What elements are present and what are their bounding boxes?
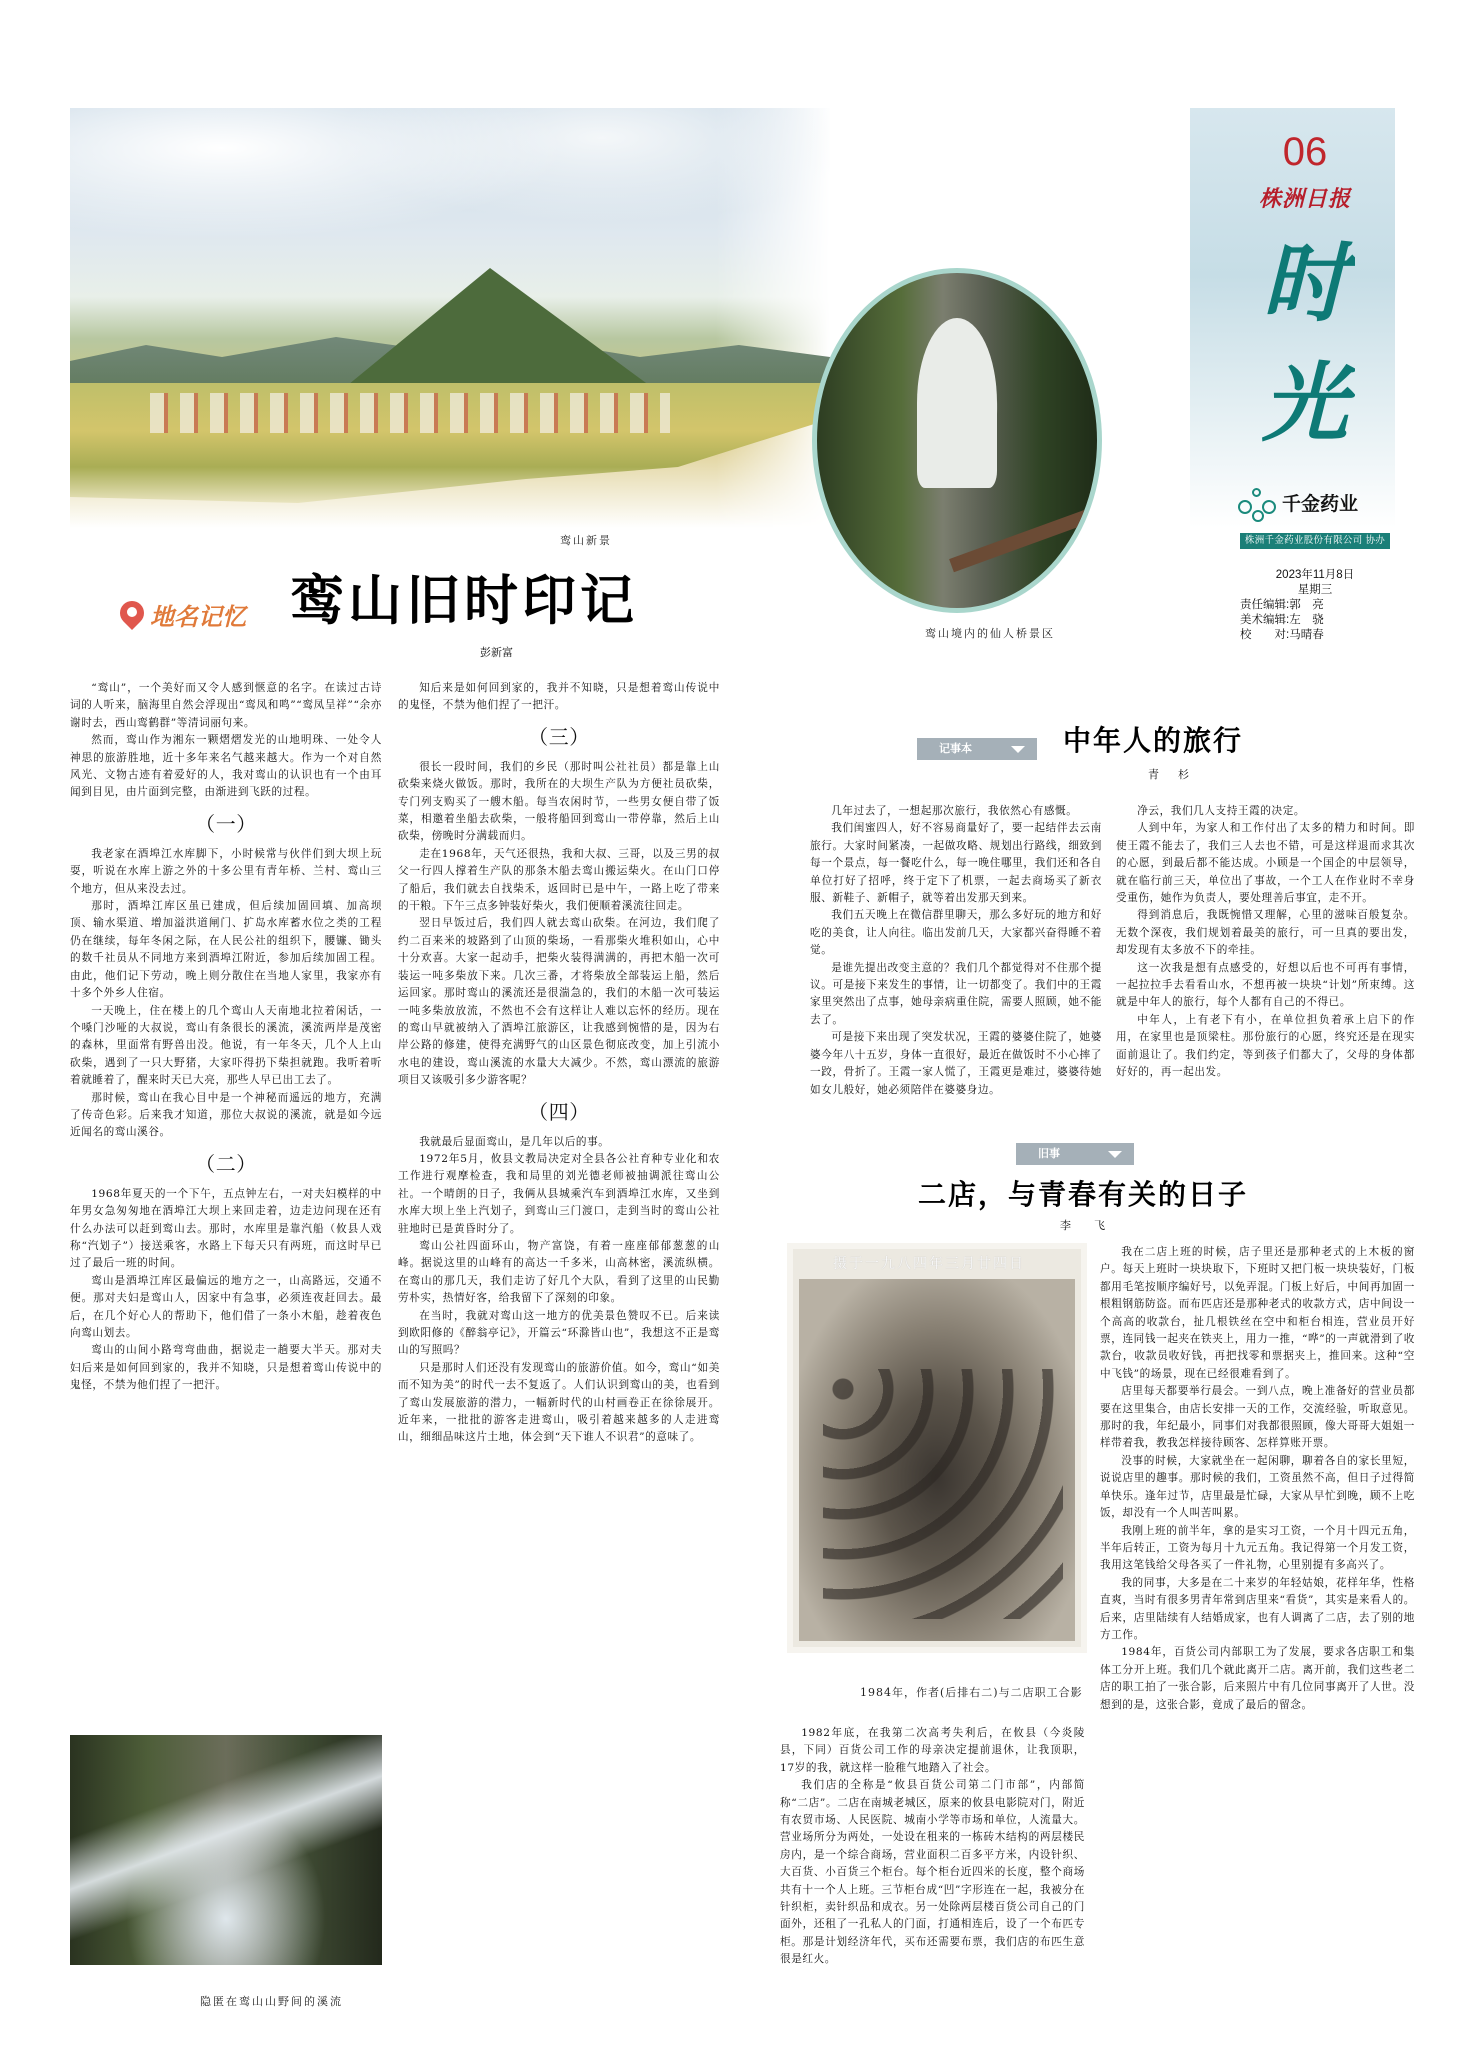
issue-meta (1240, 568, 1390, 643)
paragraph: 我刚上班的前半年，拿的是实习工资，一个月十四元五角，半年后转正，工资为每月十九元五角。我记得第一个月发工资，我用这笔钱给父母各买了一件礼物，心里别提有多高兴了。 (1100, 1524, 1415, 1572)
paragraph: 知后来是如何回到家的，我并不知晓，只是想着鸾山传说中的鬼怪，不禁为他们捏了一把汗。 (398, 682, 720, 712)
paragraph: 没事的时候，大家就坐在一起闲聊，聊着各自的家长里短，说说店里的趣事。那时候的我们，工资虽然不高，但日子过得简单快乐。逢年过节，店里最是忙碌，大家从早忙到晚，顾不上吃饭，却没有一个人叫苦叫累。 (1100, 1454, 1415, 1520)
sponsor-logo-icon (1238, 488, 1276, 522)
article2-column-2 (1116, 803, 1415, 1116)
stream-waterfall-photo (70, 1735, 382, 1965)
map-pin-icon (120, 601, 144, 633)
paragraph: 我就最后显面鸾山，是几年以后的事。 (419, 1135, 610, 1148)
paragraph: 鸾山公社四面环山，物产富饶，有着一座座郁郁葱葱的山峰。据说这里的山峰有的高达一千多米，山高林密，溪流纵横。在鸾山的那几天，我们走访了好几个大队，看到了这里的山民勤劳朴实，热情好客，给我留下了深刻的印象。 (398, 1239, 720, 1305)
rock-arch (917, 318, 997, 488)
section-heading: （三） (528, 724, 590, 749)
waterfall-photo-caption: 隐匿在鸾山山野间的溪流 (200, 1995, 343, 2008)
paragraph: 我老家在酒埠江水库脚下，小时候常与伙伴们到大坝上玩耍，听说在水库上游之外的十多公里有青年桥、兰村、鸾山三个地方，但从来没去过。 (70, 847, 382, 895)
paragraph: 在当时，我就对鸾山这一地方的优美景色赞叹不已。后来读到欧阳修的《醉翁亭记》，开篇云“环滁皆山也”，我想这不正是鸾山的写照吗？ (398, 1309, 720, 1357)
column-tag-label: 旧事 (1038, 1148, 1060, 1160)
paragraph: 那时，酒埠江库区虽已建成，但后续加固回填、加高坝顶、输水渠道、增加溢洪道闸门、扩岛水库蓄水位之类的工程仍在继续，每年冬闲之际，在人民公社的组织下，腰镰、锄头的数千社员从不同地方来到酒埠江附近，参加后续加固工程。由此，他们记下劳动，晚上则分散住在当地人家里，我家亦有十多个外乡人住宿。 (70, 900, 382, 1000)
paragraph: 净云，我们几人支持王霞的决定。 (1137, 805, 1306, 817)
section-title-text: 时光 (1262, 233, 1348, 454)
section-heading: （二） (195, 1151, 257, 1176)
article1-column-1 (70, 680, 382, 1724)
hero-photo-caption: 鸾山新景 (560, 534, 612, 547)
article2-author: 青 杉 (1148, 768, 1193, 781)
article1-column-2 (398, 680, 720, 1968)
paragraph: 1982年底，在我第二次高考失利后，在攸县（今炎陵县，下同）百货公司工作的母亲决定提前退休，让我顶职，17岁的我，就这样一脸稚气地踏入了社会。 (780, 1727, 1085, 1774)
paragraph: 店里每天都要举行晨会。一到八点，晚上准备好的营业员都要在这里集合，由店长安排一天的工作，交流经验，听取意见。那时的我，年纪最小，同事们对我都很照顾，像大哥哥大姐姐一样带着我，教我怎样接待顾客、怎样算账开票。 (1100, 1385, 1415, 1450)
photo-inscription: 摄于一九八四年三月廿四日 (833, 1256, 1025, 1272)
group-of-people (823, 1369, 1063, 1619)
section-title-calligraphy (1255, 224, 1355, 474)
column-tag-notebook (917, 738, 1037, 760)
fairy-bridge-photo (812, 268, 1102, 613)
paragraph: 1968年夏天的一个下午，五点钟左右，一对夫妇模样的中年男女急匆匆地在酒埠江大坝上来回走着，边走边问现在还有什么办法可以赶到鸾山去。那时，水库里是靠汽船（攸县人戏称“汽划子”）接送乘客，水路上下每天只有两班，而这时早已过了最后一班的时间。 (70, 1187, 382, 1270)
paragraph: 走在1968年，天气还很热，我和大叔、三哥，以及三男的叔父一行四人撑着生产队的那条木船去鸾山搬运柴火。在山门口停了船后，我们就去自找柴禾，返回时已是中午，一路上吃了带来的干粮。下午三点多钟装好柴火，我们便顺着溪流往回走。 (398, 847, 720, 913)
paragraph: 我在二店上班的时候，店子里还是那种老式的上木板的窗户。每天上班时一块块取下，下班时又把门板一块块装好，门板都用毛笔按顺序编好号，以免弄混。门板上好后，中间再加固一根粗钢筋防盗。而布匹店还是那种老式的收款方式，店中间设一个高高的收款台，扯几根铁丝在空中和柜台相连，营业员开好票，连同钱一起夹在铁夹上，用力一推，“哗”的一声就滑到了收款台，收款员收好钱，再把找零和票据夹上，推回来。这种“空中飞钱”的场景，现在已经很难看到了。 (1100, 1246, 1415, 1380)
paragraph: 几年过去了，一想起那次旅行，我依然心有感慨。 (831, 805, 1078, 817)
section-heading: （一） (195, 811, 257, 836)
sponsor-block (1238, 486, 1388, 524)
page-number: 06 (1282, 130, 1328, 174)
paragraph: 鸾山是酒埠江库区最偏远的地方之一，山高路远，交通不便。那对夫妇是鸾山人，因家中有急事，必须连夜赶回去。最后，在几个好心人的帮助下，他们借了一条小木船，趁着夜色向鸾山划去。 (70, 1274, 382, 1339)
paragraph: “鸾山”，一个美好而又令人感到惬意的名字。在读过古诗词的人听来，脑海里自然会浮现出“鸾凤和鸣”“鸾凤呈祥”“余亦谢时去，西山鸾鹤群”等清词丽句来。 (70, 682, 382, 729)
column-tag-place-memory (120, 600, 246, 634)
column-tag-label: 地名记忆 (150, 603, 246, 631)
paragraph: 人到中年，为家人和工作付出了太多的精力和时间。即使王霞不能去了，我们三人去也不错，可是这样退而求其次的心愿，到最后都不能达成。小顾是一个国企的中层领导，就在临行前三天，单位出了事故，一个工人在作业时不幸身受重伤，她作为负责人，要处理善后事宜，走不开。 (1116, 822, 1415, 905)
paragraph: 可是接下来出现了突发状况，王霞的婆婆住院了，她婆婆今年八十五岁，身体一直很好，最近在做饭时不小心摔了一跤，骨折了。王霞一家人慌了，王霞更是难过，婆婆待她如女儿般好，她必须陪伴在婆婆身边。 (810, 1031, 1102, 1096)
article3-column-2 (1100, 1244, 1415, 2009)
article3-column-1 (780, 1725, 1085, 2025)
group-photo-caption: 1984年，作者(后排右二)与二店职工合影 (860, 1686, 1083, 1699)
paragraph: 一天晚上，住在楼上的几个鸾山人天南地北拉着闲话，一个嗓门沙哑的大叔说，鸾山有条很长的溪流，溪流两岸是茂密的森林，里面常有野兽出没。他说，有一年冬天，几个人上山砍柴，遇到了一只大野猪，大家吓得扔下柴担就跑。我听着听着就睡着了，醒来时天已大亮，那些人早已出工去了。 (70, 1004, 382, 1087)
paragraph: 得到消息后，我既惋惜又理解，心里的滋味百般复杂。无数个深夜，我们规划着最美的旅行，可一旦真的要出发，却发现有太多放不下的牵挂。 (1116, 909, 1415, 957)
newspaper-name-logo: 株洲日报 (1258, 186, 1351, 212)
issue-weekday: 星期三 (1297, 584, 1333, 596)
paragraph: 我们五天晚上在微信群里聊天，那么多好玩的地方和好吃的美食，让人向往。临出发前几天，大家都兴奋得睡不着觉。 (810, 909, 1102, 957)
article2-title: 中年人的旅行 (1063, 724, 1244, 757)
editor-credit: 责任编辑:郭 亮 (1240, 599, 1324, 611)
article3-title: 二店，与青春有关的日子 (918, 1178, 1249, 1211)
sponsor-name: 千金药业 (1282, 494, 1359, 515)
paragraph: 很长一段时间，我们的乡民（那时叫公社社员）都是靠上山砍柴来烧火做饭。那时，我所在的大坝生产队为方便社员砍柴，专门列支购买了一艘木船。每当农闲时节，一些男女便自带了饭菜，相邀着坐船去砍柴，一般将船回到鸾山一带停靠，然后上山砍柴，傍晚时分满载而归。 (398, 760, 720, 843)
paragraph: 那时候，鸾山在我心目中是一个神秘而遥远的地方，充满了传奇色彩。后来我才知道，那位大叔说的溪流，就是如今远近闻名的鸾山溪谷。 (70, 1091, 382, 1139)
triangle-down-icon (1011, 746, 1025, 753)
art-editor-credit: 美术编辑:左 骁 (1240, 614, 1324, 626)
paragraph: 只是那时人们还没有发现鸾山的旅游价值。如今，鸾山“如美而不知为美”的时代一去不复返了。人们认识到鸾山的美，也看到了鸾山发展旅游的潜力，一幅新时代的山村画卷正在徐徐展开。近年来，一批批的游客走进鸾山，吸引着越来越多的人走进鸾山，细细品味这片土地，体会到“天下谁人不识君”的意味了。 (398, 1361, 720, 1444)
wooden-walkway (949, 508, 1095, 572)
paragraph: 中年人，上有老下有小，在单位担负着承上启下的作用，在家里也是顶梁柱。那份旅行的心愿，终究还是在现实面前退让了。我们约定，等到孩子们都大了，父母的身体都好好的，再一起出发。 (1116, 1013, 1415, 1079)
paragraph: 1972年5月，攸县文教局决定对全县各公社育种专业化和农工作进行观摩检查，我和局里的刘光德老师被抽调派往鸾山公社。一个晴朗的日子，我俩从县城乘汽车到酒埠江水库，又坐到水库大坝上坐上汽划子，到鸾山三门渡口，走到当时的鸾山公社驻地时已是黄昏时分了。 (398, 1152, 720, 1235)
paragraph: 这一次我是想有点感受的，好想以后也不可再有事情，一起拉拉手去看看山水，不想再被一块块“计划”所束缚。这就是中年人的旅行，每个人都有自己的不得已。 (1116, 961, 1415, 1009)
sponsor-bar: 株洲千金药业股份有限公司 协办 (1240, 533, 1390, 549)
staff-group-photo (787, 1243, 1087, 1653)
paragraph: 我的同事，大多是在二十来岁的年轻姑娘，花样年华，性格直爽，当时有很多男青年常到店里来“看货”，其实是来看人的。后来，店里陆续有人结婚成家，也有人调离了二店，去了别的地方工作。 (1100, 1576, 1415, 1641)
triangle-down-icon (1108, 1151, 1122, 1158)
paragraph: 是谁先提出改变主意的？我们几个都觉得对不住那个提议。可是接下来发生的事情，让一切都变了。我们中的王霞家里突然出了点事，她母亲病重住院，需要人照顾，她不能去了。 (810, 961, 1102, 1026)
article3-author: 李 飞 (1060, 1219, 1111, 1232)
paragraph: 鸾山的山间小路弯弯曲曲，据说走一趟要大半天。那对夫妇后来是如何回到家的，我并不知晓，只是想着鸾山传说中的鬼怪，不禁为他们捏了一把汗。 (70, 1344, 382, 1392)
paragraph: 然而，鸾山作为湘东一颗熠熠发光的山地明珠、一处令人神思的旅游胜地，近十多年来名气越来越大。作为一个对自然风光、文物古迹有着爱好的人，我对鸾山的认识也有一个由耳闻到目见，由片面到完整，由渐进到飞跃的过程。 (70, 734, 382, 799)
paragraph: 我们闺蜜四人，好不容易商量好了，要一起结伴去云南旅行。大家时间紧凑，一起做攻略、规划出行路线，细致到每一个景点，每一餐吃什么，每一晚住哪里，我们还和各自单位打好了招呼，终于定下了机票，一起去商场买了新衣服、新鞋子、新帽子，就等着出发那天到来。 (810, 822, 1102, 905)
paragraph: 翌日早饭过后，我们四人就去鸾山砍柴。在河边，我们爬了约二百来米的坡路到了山顶的柴场，一看那柴火堆积如山，心中十分欢喜。大家一起动手，把柴火装得满满的，再把木船一次可装运一吨多柴放下来。几次三番，才将柴放全部装运上船，然后运回家。那时鸾山的溪流还是很湍急的，我们的木船一次可装运一吨多柴放放流，不然也不会有这样让人难以忘怀的经历。现在的鸾山早就被纳入了酒埠江旅游区，让我感到惋惜的是，因为右岸公路的修建，使得充满野气的山区景色彻底改变，加上引流小水电的建设，鸾山溪流的水量大大减少。不然，鸾山漂流的旅游项目又该吸引多少游客呢？ (398, 917, 720, 1087)
column-tag-label: 记事本 (939, 743, 972, 755)
paragraph: 我们店的全称是“攸县百货公司第二门市部”，内部简称“二店”。二店在南城老城区，原来的攸县电影院对门，附近有农贸市场、人民医院、城南小学等市场和单位，人流量大。营业场所分为两处，一处设在租来的一栋砖木结构的两层楼民房内，是一个综合商场，营业面积二百多平方米，内设针织、大百货、小百货三个柜台。每个柜台近四米的长度，整个商场共有十一个人上班。三节柜台成“凹”字形连在一起，我被分在针织柜，卖针织品和成衣。另一处除两层楼百货公司自己的门面外，还租了一孔私人的门面，打通相连后，设了一个布匹专柜。那是计划经济年代，买布还需要布票，我们店的布匹生意很是红火。 (780, 1779, 1085, 1966)
village-houses (150, 393, 670, 433)
article2-column-1 (810, 803, 1102, 1116)
issue-date: 2023年11月8日 (1275, 569, 1355, 581)
proofreader-credit: 校 对:马晴春 (1240, 629, 1324, 641)
paragraph: 1984年，百货公司内部职工为了发展，要求各店职工和集体工分开上班。我们几个就此离开二店。离开前，我们这些老二店的职工拍了一张合影，后来照片中有几位同事离开了人世。没想到的是，这张合影，竟成了最后的留念。 (1100, 1646, 1415, 1711)
article1-author: 彭新富 (480, 647, 513, 659)
circle-photo-caption: 鸾山境内的仙人桥景区 (925, 627, 1055, 640)
section-heading: （四） (528, 1099, 590, 1124)
article1-title: 鸾山旧时印记 (290, 569, 638, 632)
column-tag-old-story (1016, 1143, 1134, 1165)
